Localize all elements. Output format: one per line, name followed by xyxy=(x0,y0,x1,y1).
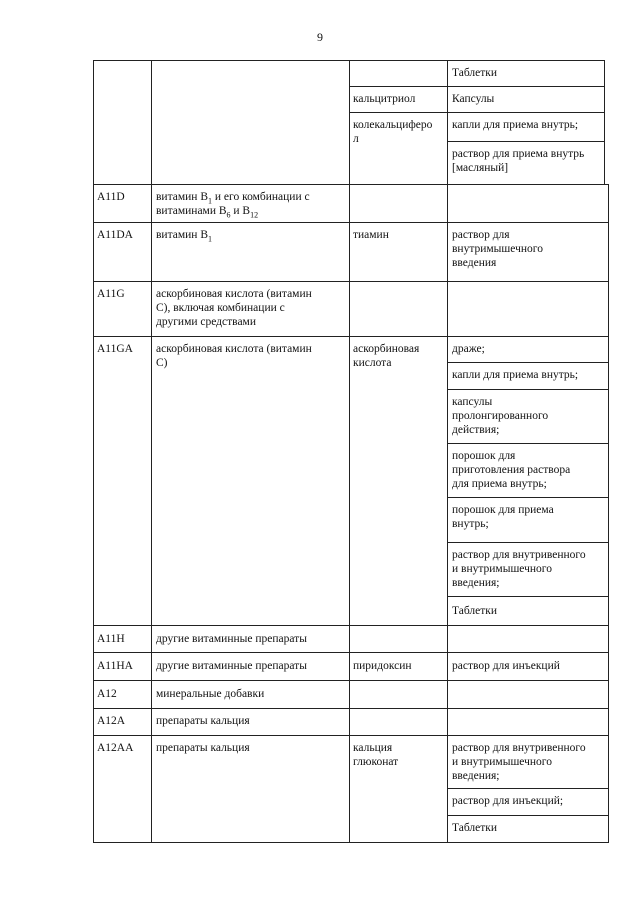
atc-name: аскорбиновая кислота (витамин C), включая комбинации с другими средствами xyxy=(156,288,312,328)
atc-name: препараты кальция xyxy=(156,715,250,727)
drug-cell: кальцитриол xyxy=(353,93,416,105)
form-cell: Таблетки xyxy=(452,605,498,617)
form-cell: Таблетки xyxy=(452,822,498,834)
form-cell: порошок для приема внутрь; xyxy=(452,504,554,530)
form-cell: раствор для инъекций; xyxy=(452,795,564,807)
atc-name: другие витаминные препараты xyxy=(156,633,307,645)
form-cell: драже; xyxy=(452,343,485,355)
form-cell: капли для приема внутрь; xyxy=(452,369,579,381)
atc-code: A12 xyxy=(97,688,117,700)
form-cell: капсулы пролонгированного действия; xyxy=(452,396,549,436)
atc-code: A11GA xyxy=(97,343,133,355)
form-cell: раствор для инъекций xyxy=(452,660,560,672)
atc-name: минеральные добавки xyxy=(156,688,265,700)
atc-name: другие витаминные препараты xyxy=(156,660,307,672)
atc-code: A11D xyxy=(97,191,125,203)
form-cell: раствор для внутривенного и внутримышечного введения; xyxy=(452,549,586,589)
atc-name: витамин $B_1$ и его комбинации с витаминами $B_6$ и $B_{12}$ xyxy=(156,191,310,220)
atc-name: аскорбиновая кислота (витамин C) xyxy=(156,343,312,369)
atc-code: A12A xyxy=(97,715,126,727)
drug-cell: аскорбиновая кислота xyxy=(353,343,420,369)
drug-cell: колекальциферо л xyxy=(353,119,433,145)
atc-code: A12AA xyxy=(97,742,134,754)
drug-cell: тиамин xyxy=(353,229,389,241)
drug-cell: пиридоксин xyxy=(353,660,412,672)
form-cell: раствор для внутривенного и внутримышечного введения; xyxy=(452,742,586,782)
form-cell: Таблетки xyxy=(452,67,498,79)
form-cell: раствор для приема внутрь [масляный] xyxy=(452,148,585,174)
form-cell: порошок для приготовления раствора для приема внутрь; xyxy=(452,450,571,490)
atc-name: витамин $B_1$ xyxy=(156,229,212,244)
atc-code: A11H xyxy=(97,633,125,645)
atc-name: препараты кальция xyxy=(156,742,250,754)
form-cell: капли для приема внутрь; xyxy=(452,119,579,131)
form-cell: Капсулы xyxy=(452,93,495,105)
atc-code: A11G xyxy=(97,288,125,300)
drug-cell: кальция глюконат xyxy=(353,742,399,768)
page-number: 9 xyxy=(317,30,323,44)
atc-code: A11HA xyxy=(97,660,133,672)
atc-code: A11DA xyxy=(97,229,133,241)
form-cell: раствор для внутримышечного введения xyxy=(452,229,543,269)
